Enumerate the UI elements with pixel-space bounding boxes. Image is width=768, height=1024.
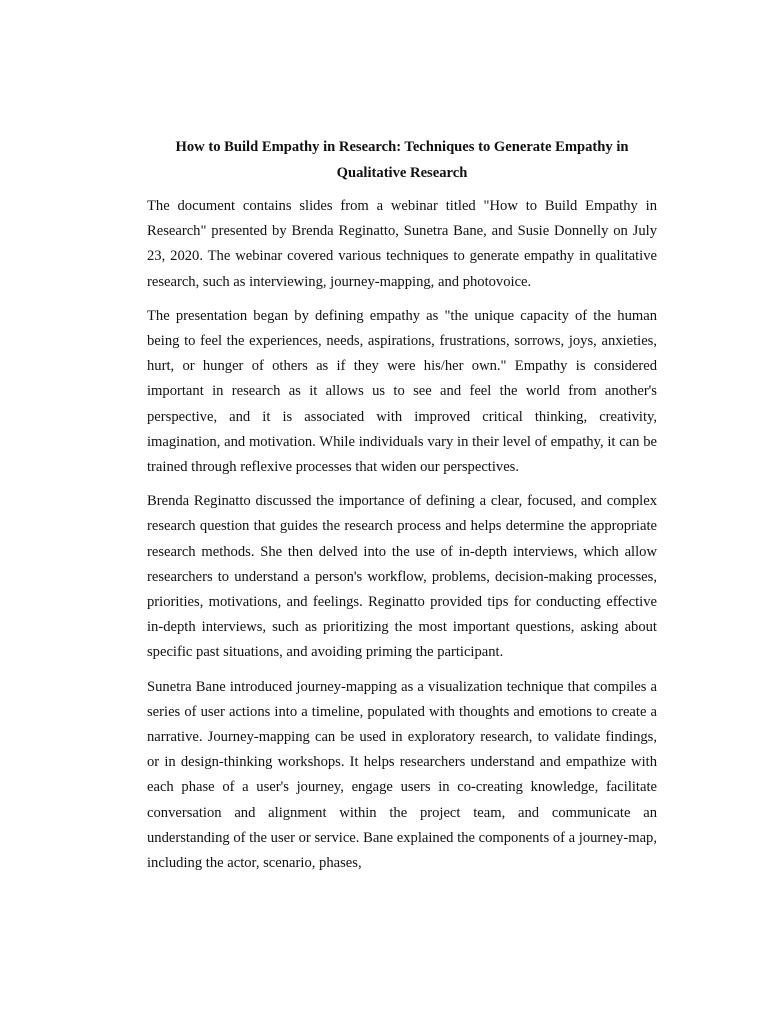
paragraph-interviews: Brenda Reginatto discussed the importance of defining a clear, focused, and complex research question that guides the research process and helps determine the appropriate research methods. She then delved into the use of in-depth interviews, which allow researchers to understand a person's workflow, problems, decision-making processes, priorities, motivations, and feelings. Reginatto provided tips for conducting effective in-depth interviews, such as prioritizing the most important questions, asking about specific past situations, and avoiding priming the participant. — [147, 493, 657, 661]
paragraph-journey-mapping: Sunetra Bane introduced journey-mapping as a visualization technique that compiles a series of user actions into a timeline, populated with thoughts and emotions to create a narrative. Journey-mapping can be used in exploratory research, to validate findings, or in design-thinking workshops. It helps researchers understand and empathize with each phase of a user's journey, engage users in co-creating knowledge, facilitate conversation and alignment within the project team, and communicate an understanding of the user or service. Bane explained the components of a journey-map, including the actor, scenario, phases, — [147, 678, 657, 872]
paragraph-intro: The document contains slides from a webinar titled "How to Build Empathy in Research" presented by Brenda Reginatto, Sunetra Bane, and Susie Donnelly on July 23, 2020. The webinar covered various techniques to generate empathy in qualitative research, such as interviewing, journey-mapping, and photovoice. — [147, 198, 657, 290]
document-title: How to Build Empathy in Research: Techniques to Generate Empathy in Qualitative Research — [175, 139, 629, 181]
paragraph-empathy-definition: The presentation began by defining empathy as "the unique capacity of the human being to feel the experiences, needs, aspirations, frustrations, sorrows, joys, anxieties, hurt, or hunger of others as if they were his/her own." Empathy is considered important in research as it allows us to see and feel the world from another's perspective, and it is associated with improved critical thinking, creativity, imagination, and motivation. While individuals vary in their level of empathy, it can be trained through reflexive processes that widen our perspectives. — [147, 307, 657, 476]
document-body — [147, 134, 657, 885]
